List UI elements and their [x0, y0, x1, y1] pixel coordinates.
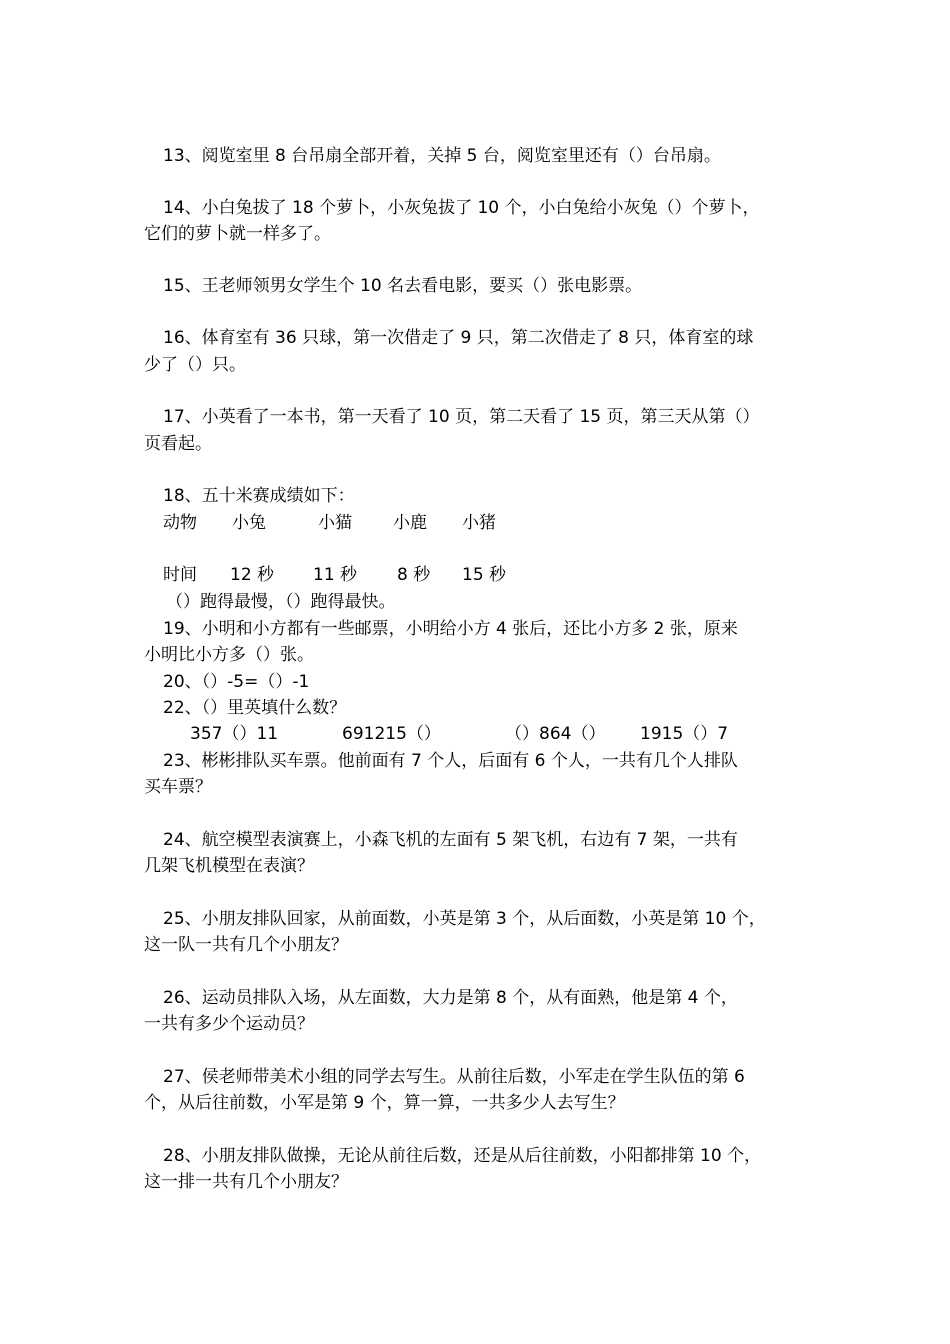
question-19-line-2: 小明比小方多（）张。 [144, 645, 314, 665]
table-cell: 8 秒 [397, 565, 431, 585]
question-13: 13、阅览室里 8 台吊扇全部开着，关掉 5 台，阅览室里还有（）台吊扇。 [163, 146, 721, 166]
question-26-line-1: 26、运动员排队入场，从左面数，大力是第 8 个，从有面熟，他是第 4 个， [163, 988, 738, 1008]
table-cell: 15 秒 [462, 565, 507, 585]
table-cell: 12 秒 [230, 565, 275, 585]
question-16-line-2: 少了（）只。 [144, 355, 246, 375]
question-25-line-2: 这一队一共有几个小朋友？ [144, 935, 348, 955]
q22-item: 691215（） [342, 724, 441, 744]
table-cell: 小猪 [462, 513, 496, 533]
question-17-line-1: 17、小英看了一本书，第一天看了 10 页，第二天看了 15 页，第三天从第（） [163, 407, 760, 427]
table-cell: 时间 [163, 565, 197, 585]
question-19-line-1: 19、小明和小方都有一些邮票，小明给小方 4 张后，还比小方多 2 张，原来 [163, 619, 738, 639]
question-23-line-2: 买车票？ [144, 777, 212, 797]
q22-item: （）864（） [505, 724, 606, 744]
question-23-line-1: 23、彬彬排队买车票。他前面有 7 个人，后面有 6 个人，一共有几个人排队 [163, 751, 738, 771]
question-25-line-1: 25、小朋友排队回家，从前面数，小英是第 3 个，从后面数，小英是第 10 个， [163, 909, 766, 929]
q22-item: 357（）11 [190, 724, 279, 744]
table-cell: 小兔 [232, 513, 266, 533]
question-14-line-1: 14、小白兔拔了 18 个萝卜，小灰兔拔了 10 个，小白兔给小灰兔（）个萝卜， [163, 198, 760, 218]
table-cell: 动物 [163, 513, 197, 533]
table-cell: 11 秒 [313, 565, 358, 585]
question-27-line-2: 个，从后往前数，小军是第 9 个，算一算，一共多少人去写生？ [144, 1093, 625, 1113]
question-20: 20、（）-5=（）-1 [163, 672, 310, 692]
table-cell: 小猫 [318, 513, 352, 533]
question-18-title: 18、五十米赛成绩如下： [163, 486, 355, 506]
question-16-line-1: 16、体育室有 36 只球，第一次借走了 9 只，第二次借走了 8 只，体育室的球 [163, 328, 754, 348]
question-22-title: 22、（）里英填什么数？ [163, 698, 347, 718]
question-24-line-2: 几架飞机模型在表演？ [144, 856, 314, 876]
question-15: 15、王老师领男女学生个 10 名去看电影，要买（）张电影票。 [163, 276, 643, 296]
question-17-line-2: 页看起。 [144, 434, 212, 454]
question-18-ask: （）跑得最慢，（）跑得最快。 [166, 592, 396, 612]
q22-item: 1915（）7 [640, 724, 729, 744]
question-28-line-1: 28、小朋友排队做操，无论从前往后数，还是从后往前数，小阳都排第 10 个， [163, 1146, 762, 1166]
question-28-line-2: 这一排一共有几个小朋友？ [144, 1172, 348, 1192]
question-14-line-2: 它们的萝卜就一样多了。 [144, 224, 331, 244]
question-24-line-1: 24、航空模型表演赛上，小森飞机的左面有 5 架飞机，右边有 7 架，一共有 [163, 830, 738, 850]
question-26-line-2: 一共有多少个运动员？ [144, 1014, 314, 1034]
question-27-line-1: 27、侯老师带美术小组的同学去写生。从前往后数，小军走在学生队伍的第 6 [163, 1067, 745, 1087]
table-cell: 小鹿 [393, 513, 427, 533]
